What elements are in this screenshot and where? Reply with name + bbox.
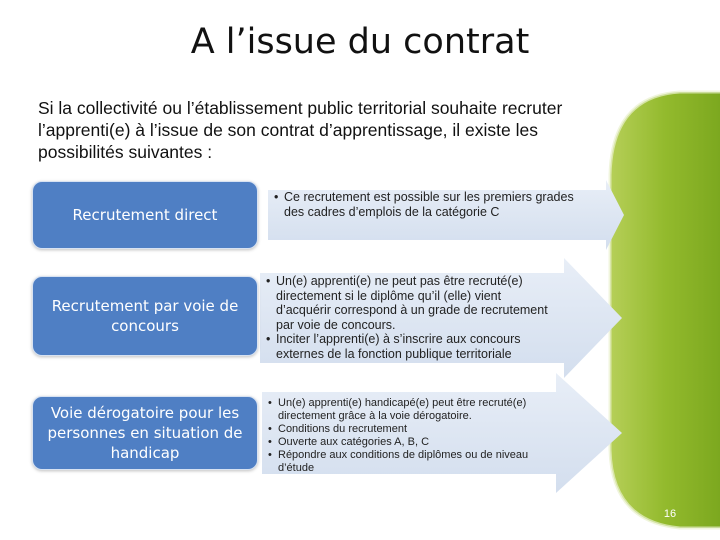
slide-title: A l’issue du contrat: [190, 22, 530, 62]
bullet-item: • Un(e) apprenti(e) ne peut pas être recruté(e) directement si le diplôme qu’il (elle) vient d’acquérir correspond à un grade de recrutement par voie de concours.: [266, 274, 558, 332]
label-box-concours: [32, 276, 258, 356]
arrow-text-concours: [266, 274, 558, 361]
arrow-text-handicap: [268, 397, 558, 475]
green-accent-shape: [610, 92, 720, 528]
label-direct: Recrutement direct: [72, 206, 218, 224]
page-number: 16: [663, 508, 677, 520]
arrow-text-direct: [274, 190, 589, 219]
label-box-handicap: [32, 396, 258, 470]
bullet-item: • Répondre aux conditions de diplômes ou de niveau d’étude: [268, 449, 558, 475]
bullet-item: • Un(e) apprenti(e) handicapé(e) peut être recruté(e) directement grâce à la voie dérogatoire.: [268, 397, 558, 423]
label-handicap: Voie dérogatoire pour les personnes en situation de handicap: [47, 404, 243, 462]
label-box-direct: [32, 181, 258, 249]
intro-text: Si la collectivité ou l’établissement public territorial souhaite recruter l’apprenti(e) à l’issue de son contrat d’apprentissage, il existe les possibilités suivantes :: [38, 98, 563, 162]
bullet-item: • Conditions du recrutement: [268, 423, 558, 436]
label-concours: Recrutement par voie de concours: [51, 297, 239, 335]
bullet-item: • Ce recrutement est possible sur les premiers grades des cadres d’emplois de la catégorie C: [274, 190, 589, 219]
bullet-item: • Inciter l’apprenti(e) à s’inscrire aux concours externes de la fonction publique territoriale: [266, 332, 558, 361]
bullet-item: • Ouverte aux catégories A, B, C: [268, 436, 558, 449]
